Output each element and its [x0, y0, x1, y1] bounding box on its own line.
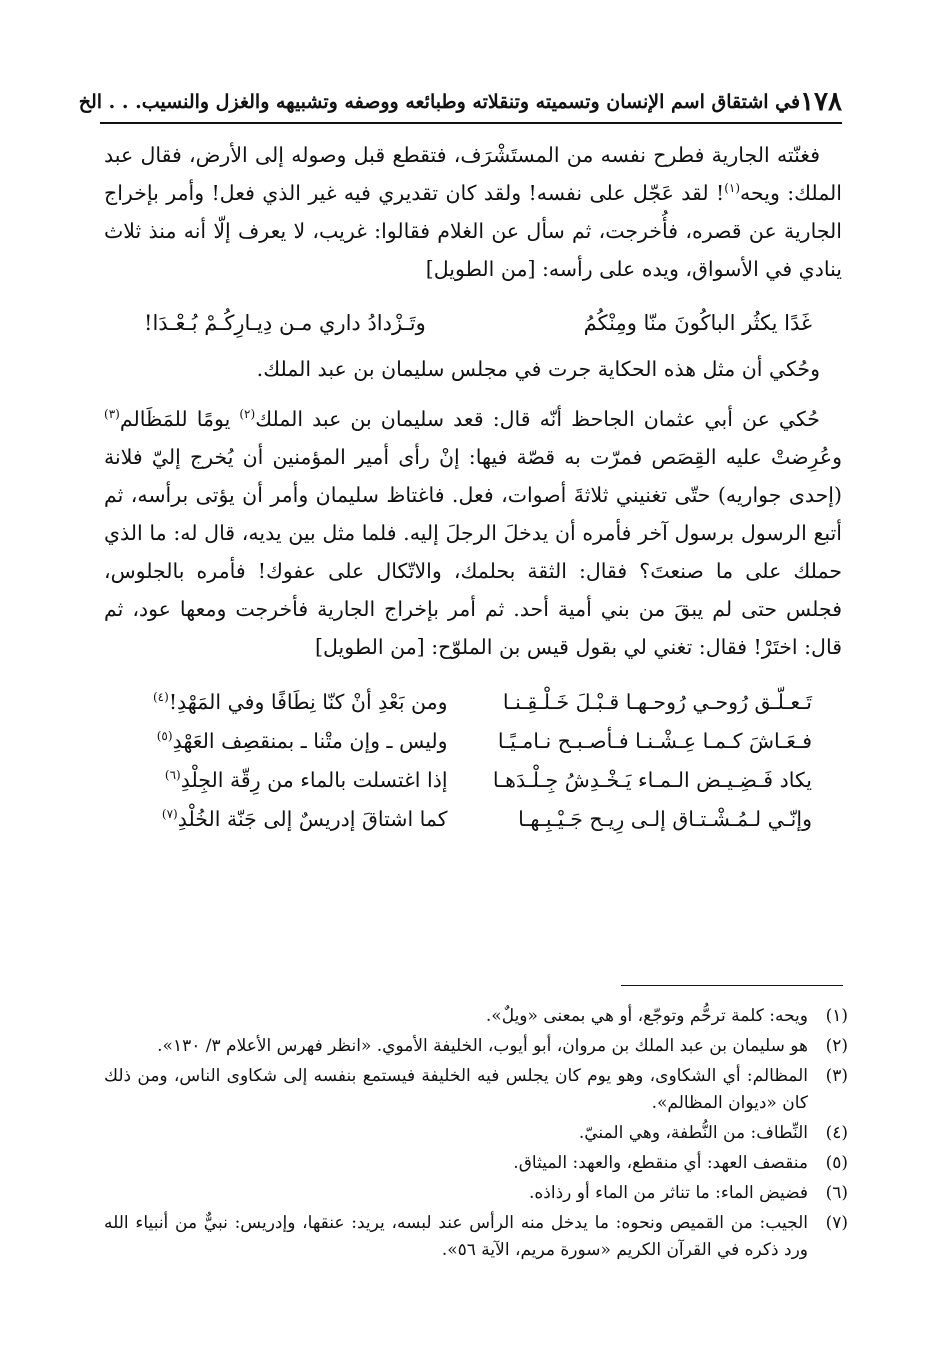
second-hemistich [104, 722, 488, 760]
footnote-text: فضيض الماء: ما تناثر من الماء أو رذاذه. [529, 1183, 808, 1203]
footnote-ref-4: (٤) [152, 689, 169, 704]
running-title: في اشتقاق اسم الإنسان وتسميته وتنقلاته وطبائعه ووصفه وتشبيهه والغزل والنسيب. . . الخ [78, 91, 801, 113]
paragraph-1-text-cont: ! لقد عَجّل على نفسه! ولقد كان تقديري فيه غير الذي فعل! وأمر بإخراج الجارية عن قصره، فأُخرجت، ثم سأل عن الغلام فقالوا: غريب، لا يعرف إلّا أنه منذ ثلاث ينادي في الأسواق، ويده على رأسه: [من الطويل] [104, 181, 842, 281]
paragraph-3-text-c: وعُرِضتْ عليه القِصَص فمرّت به قصّة فيها: إنْ رأى أمير المؤمنين أن يُخرج إليّ فلانة (إحدى جواريه) حتّى تغنيني ثلاثةَ أصوات، فعل. فاغتاظ سليمان وأمر أن يؤتى برأسه، ثم أتبع الرسول برسول آخر فأمره أن يدخلَ الرجلَ إليه. فلما مثل بين يديه، قال له: ما الذي حملك على ما صنعتَ؟ فقال: الثقة بحلمك، والاتّكال على عفوك! فأمره بالجلوس، فجلس حتى لم يبقَ من بني أمية أحد. ثم أمر بإخراج الجارية فأخرجت ومعها عود، ثم قال: اختَرْ! فقال: تغني لي بقول قيس بن الملوّح: [من الطويل] [104, 445, 842, 659]
second-hemistich [104, 761, 488, 799]
second-hemistich-text: إذا اغتسلت بالماء من رِقّة الجِلْدِ [180, 767, 448, 792]
footnote-ref-7: (٧) [161, 806, 178, 821]
second-hemistich [104, 800, 488, 838]
footnote [104, 1120, 848, 1147]
page-number: ١٧٨ [800, 87, 842, 117]
footnote [104, 1210, 848, 1264]
first-hemistich: فـعَـاشَ كـمـا عِـشْـنـا فـأصـبـح نـامـيًـا [497, 728, 812, 753]
paragraph-3-text-b: يومًا للمَظَالم [119, 407, 240, 431]
paragraph-3 [104, 400, 842, 666]
page-header [78, 82, 842, 124]
poem-line [104, 682, 842, 721]
footnote-separator [621, 985, 843, 986]
paragraph-2: وحُكي أن مثل هذه الحكاية جرت في مجلس سليمان بن عبد الملك. [256, 357, 820, 381]
footnotes [104, 1003, 848, 1267]
footnote-ref-5: (٥) [156, 728, 173, 743]
footnote-ref-6: (٦) [164, 767, 181, 782]
second-hemistich-text: وليس ـ وإن متْنا ـ بمنقصِف العَهْدِ [172, 728, 448, 753]
footnote-number: (٢) [825, 1036, 848, 1056]
paragraph-1 [104, 136, 842, 288]
footnote-number: (٤) [825, 1123, 848, 1143]
footnote-ref-1: (١) [724, 181, 741, 196]
footnote-ref-2: (٢) [239, 407, 256, 422]
footnote-text: الجيب: من القميص ونحوه: ما يدخل منه الرأس عند لبسه، يريد: عنقها، وإدريس: نبيٌّ من أنبياء الله ورد ذكره في القرآن الكريم «سورة مريم، الآية ٥٦». [104, 1213, 808, 1260]
verse-1 [144, 304, 812, 342]
footnote-text: ويحه: كلمة ترحُّم وتوجّع، أو هي بمعنى «ويلٌ». [485, 1006, 808, 1026]
second-hemistich [104, 683, 488, 721]
verse-1-second-hemistich: وتَـزْدادُ داري مـن دِيـارِكُـمْ بُـعْـدَا! [144, 311, 426, 335]
footnote [104, 1033, 848, 1060]
poem-line [104, 721, 842, 760]
footnote [104, 1063, 848, 1117]
poem-line [104, 760, 842, 799]
footnote-ref-3: (٣) [104, 407, 120, 422]
footnote-number: (٣) [825, 1066, 848, 1086]
poem-line [104, 799, 842, 838]
paragraph-1-text: فغنّته الجارية فطرح نفسه من المستَشْرَف، فتقطع قبل وصوله إلى الأرض، فقال عبد الملك: ويحه [104, 143, 842, 205]
footnote-number: (٥) [825, 1153, 848, 1173]
verse-1-first-hemistich: غَدًا يكثُر الباكُونَ منّا ومِنْكُمُ [583, 311, 812, 335]
paragraph-3-text: حُكي عن أبي عثمان الجاحظ أنّه قال: قعد سليمان بن عبد الملك [255, 407, 820, 431]
first-hemistich: تَـعـلّـق رُوحـي رُوحـهـا قـبْـلَ خَـلْـقِـنـا [502, 689, 812, 714]
footnote-number: (١) [825, 1006, 848, 1026]
footnote-text: المظالم: أي الشكاوى، وهو يوم كان يجلس فيه الخليفة فيستمع بنفسه إلى شكاوى الناس، ومن ذلك كان «ديوان المظالم». [104, 1066, 808, 1113]
first-hemistich: يكاد فَـضِـيـض الـمـاء يَـخْـدِشُ جِـلْـدَهـا [492, 767, 812, 792]
main-text [104, 136, 842, 838]
footnote-number: (٧) [825, 1213, 848, 1233]
footnote-text: هو سليمان بن عبد الملك بن مروان، أبو أيوب، الخليفة الأموي. «انظر فهرس الأعلام ٣/ ١٣٠». [157, 1036, 808, 1056]
second-hemistich-text: ومن بَعْدِ أنْ كنّا نِطَافًا وفي المَهْدِ! [168, 689, 448, 714]
footnote-text: منقصف العهد: أي منقطع، والعهد: الميثاق. [513, 1153, 808, 1173]
second-hemistich-text: كما اشتاقَ إدريسٌ إلى جَنّة الخُلْدِ [177, 806, 448, 831]
first-hemistich: وإنّـي لـمُـشْـتـاق إلـى رِيـح جَـيْـبِـهـا [518, 806, 812, 831]
poem [104, 682, 842, 838]
footnote [104, 1180, 848, 1207]
footnote [104, 1003, 848, 1030]
footnote-text: النِّطاف: من النُّطفة، وهي المنيّ. [578, 1123, 808, 1143]
footnote [104, 1150, 848, 1177]
footnote-number: (٦) [825, 1183, 848, 1203]
